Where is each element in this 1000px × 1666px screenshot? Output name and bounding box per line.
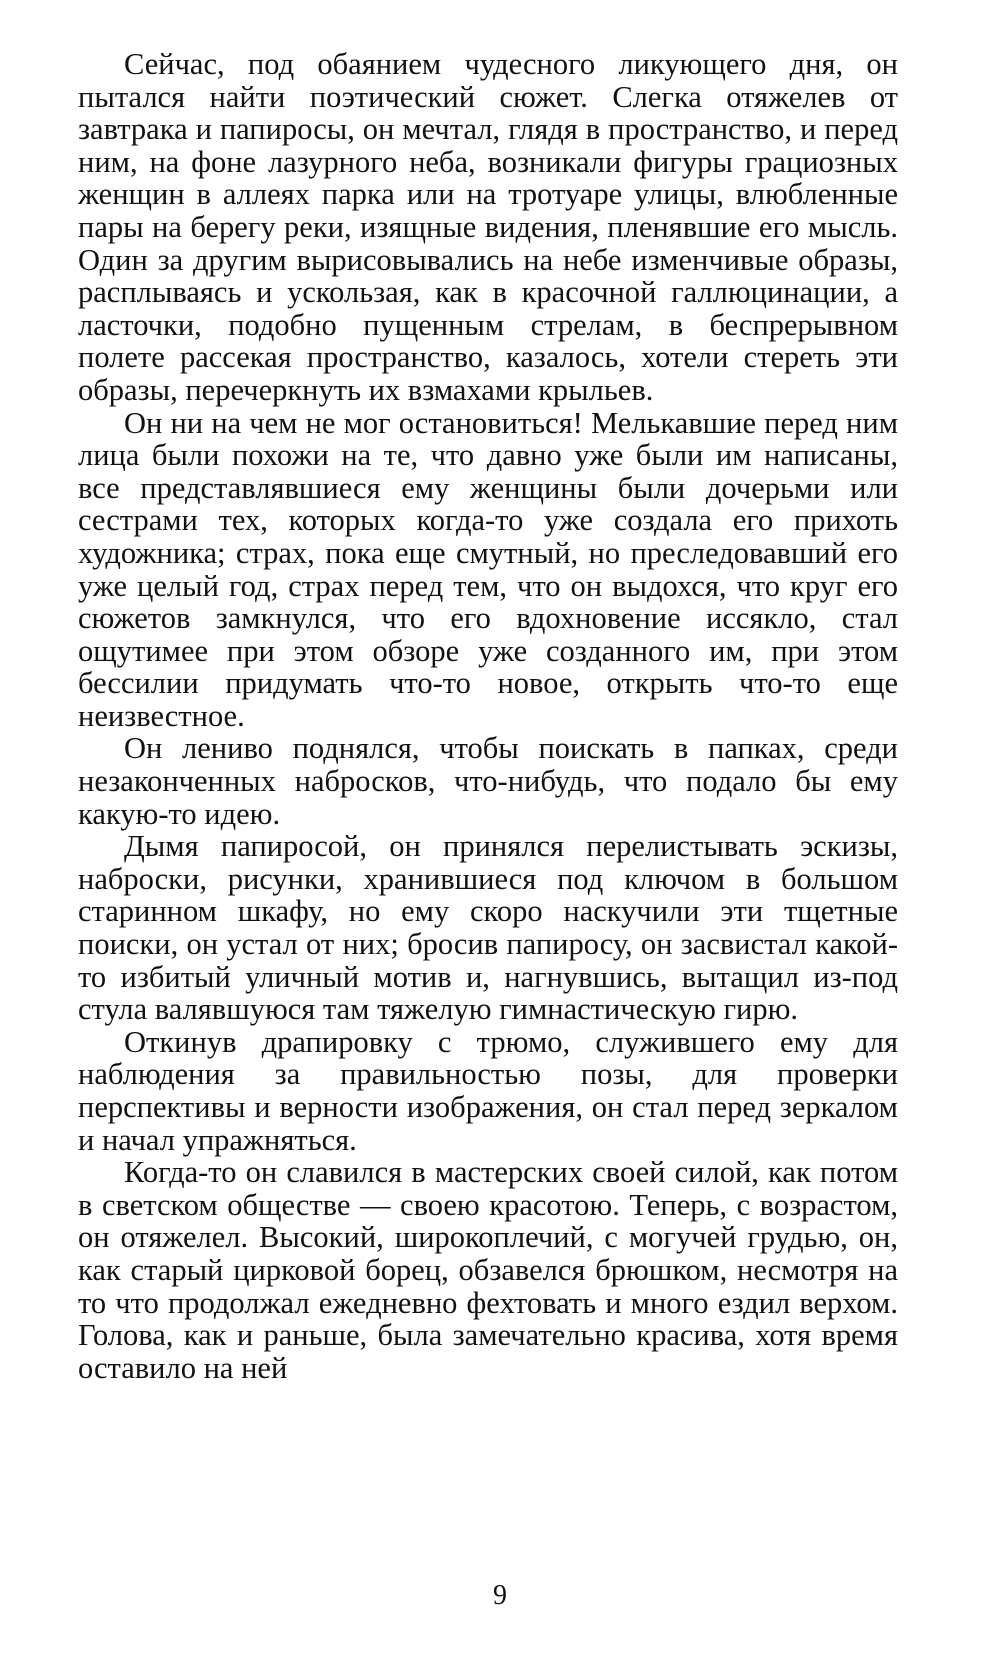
paragraph-4: Дымя папиросой, он принялся перелистывать эскизы, наброски, рисунки, хранившиеся под ключом в большом старинном шкафу, но ему скоро наскучили эти тщетные поиски, он устал от них; бросив папиросу, он засвистал какой-то избитый уличный мотив и, нагнувшись, вытащил из-под стула валявшуюся там тяжелую гимнастическую гирю.: [78, 829, 898, 1027]
paragraph-6: Когда-то он славился в мастерских своей силой, как потом в светском обществе — своею красотою. Теперь, с возрастом, он отяжелел. Высокий, широкоплечий, с могучей грудью, он, как старый цирковой борец, обзавелся брюшком, несмотря на то что продолжал ежедневно фехтовать и много ездил верхом. Голова, как и раньше, была замечательно красива, хотя время оставило на ней: [78, 1155, 898, 1385]
paragraph-1: Сейчас, под обаянием чудесного ликующего дня, он пытался найти поэтический сюжет. Слегка отяжелев от завтрака и папиросы, он мечтал, глядя в пространство, и перед ним, на фоне лазурного неба, возникали фигуры грациозных женщин в аллеях парка или на тротуаре улицы, влюбленные пары на берегу реки, изящные видения, пленявшие его мысль. Один за другим вырисовывались на небе изменчивые образы, расплываясь и ускользая, как в красочной галлюцинации, а ласточки, подобно пущенным стрелам, в беспрерывном полете рассекая пространство, казалось, хотели стереть эти образы, перечеркнуть их взмахами крыльев.: [78, 47, 898, 407]
paragraph-5: Откинув драпировку с трюмо, служившего ему для наблюдения за правильностью позы, для проверки перспективы и верности изображения, он стал перед зеркалом и начал упражняться.: [78, 1024, 898, 1157]
paragraph-3: Он лениво поднялся, чтобы поискать в папках, среди незаконченных набросков, что-нибудь, что подало бы ему какую-то идею.: [78, 731, 898, 831]
page-number: 9: [493, 1580, 507, 1611]
paragraph-2: Он ни на чем не мог остановиться! Мелькавшие перед ним лица были похожи на те, что давно уже были им написаны, все представлявшиеся ему женщины были дочерьми или сестрами тех, которых когда-то уже создала его прихоть художника; страх, пока еще смутный, но преследовавший его уже целый год, страх перед тем, что он выдохся, что круг его сюжетов замкнулся, что его вдохновение иссякло, стал ощутимее при этом обзоре уже созданного им, при этом бессилии придумать что-то новое, открыть что-то еще неизвестное.: [78, 405, 898, 733]
body-text: [78, 48, 898, 1384]
